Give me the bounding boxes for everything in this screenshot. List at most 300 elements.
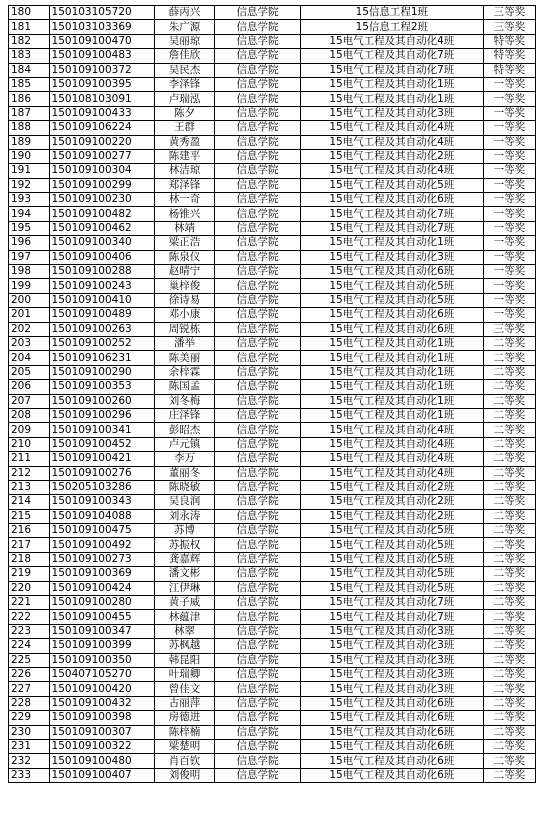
table-row (9, 164, 536, 178)
college-cell: 信息学院 (215, 480, 301, 494)
student-name-cell: 韩昆阳 (154, 653, 214, 667)
table-row (9, 624, 536, 638)
college-cell: 信息学院 (215, 336, 301, 350)
table-row (9, 754, 536, 768)
table-row (9, 322, 536, 336)
award-level-cell: 一等奖 (483, 221, 535, 235)
award-level-cell: 二等奖 (483, 639, 535, 653)
student-id-cell: 150109100276 (49, 466, 154, 480)
class-cell: 15电气工程及其自动化4班 (300, 135, 483, 149)
college-cell: 信息学院 (215, 538, 301, 552)
student-name-cell: 刘冬梅 (154, 394, 214, 408)
table-row (9, 567, 536, 581)
row-number-cell: 180 (9, 6, 50, 20)
student-name-cell: 杨锥兴 (154, 207, 214, 221)
table-row (9, 308, 536, 322)
award-level-cell: 一等奖 (483, 178, 535, 192)
student-name-cell: 房德进 (154, 711, 214, 725)
student-id-cell: 150109100455 (49, 610, 154, 624)
class-cell: 15电气工程及其自动化3班 (300, 624, 483, 638)
row-number-cell: 204 (9, 351, 50, 365)
college-cell: 信息学院 (215, 308, 301, 322)
student-name-cell: 叶瑞卿 (154, 667, 214, 681)
student-name-cell: 巢梓俊 (154, 279, 214, 293)
class-cell: 15电气工程及其自动化1班 (300, 77, 483, 91)
college-cell: 信息学院 (215, 596, 301, 610)
row-number-cell: 227 (9, 682, 50, 696)
student-name-cell: 李泽锋 (154, 77, 214, 91)
student-name-cell: 徐诗易 (154, 293, 214, 307)
table-row (9, 480, 536, 494)
award-list-table (8, 5, 536, 783)
row-number-cell: 225 (9, 653, 50, 667)
college-cell: 信息学院 (215, 365, 301, 379)
table-row (9, 408, 536, 422)
award-level-cell: 一等奖 (483, 293, 535, 307)
table-row (9, 20, 536, 34)
award-level-cell: 三等奖 (483, 20, 535, 34)
class-cell: 15电气工程及其自动化6班 (300, 768, 483, 782)
college-cell: 信息学院 (215, 754, 301, 768)
college-cell: 信息学院 (215, 322, 301, 336)
student-name-cell: 苏枫越 (154, 639, 214, 653)
student-name-cell: 赵晴宁 (154, 265, 214, 279)
college-cell: 信息学院 (215, 639, 301, 653)
college-cell: 信息学院 (215, 423, 301, 437)
student-name-cell: 陈梓楠 (154, 725, 214, 739)
row-number-cell: 231 (9, 739, 50, 753)
row-number-cell: 206 (9, 380, 50, 394)
student-id-cell: 150109100480 (49, 754, 154, 768)
student-name-cell: 卢元镇 (154, 437, 214, 451)
student-id-cell: 150109100243 (49, 279, 154, 293)
class-cell: 15电气工程及其自动化4班 (300, 466, 483, 480)
student-name-cell: 潘举 (154, 336, 214, 350)
college-cell: 信息学院 (215, 193, 301, 207)
table-row (9, 265, 536, 279)
college-cell: 信息学院 (215, 221, 301, 235)
student-name-cell: 吴民杰 (154, 63, 214, 77)
award-level-cell: 二等奖 (483, 653, 535, 667)
college-cell: 信息学院 (215, 696, 301, 710)
college-cell: 信息学院 (215, 49, 301, 63)
student-id-cell: 150109100452 (49, 437, 154, 451)
student-id-cell: 150109100369 (49, 567, 154, 581)
student-id-cell: 150109100277 (49, 149, 154, 163)
student-id-cell: 150109100432 (49, 696, 154, 710)
row-number-cell: 207 (9, 394, 50, 408)
award-list-body (9, 6, 536, 783)
college-cell: 信息学院 (215, 725, 301, 739)
college-cell: 信息学院 (215, 250, 301, 264)
award-level-cell: 二等奖 (483, 682, 535, 696)
student-name-cell: 陈泉仪 (154, 250, 214, 264)
row-number-cell: 202 (9, 322, 50, 336)
row-number-cell: 208 (9, 408, 50, 422)
row-number-cell: 195 (9, 221, 50, 235)
class-cell: 15电气工程及其自动化6班 (300, 725, 483, 739)
table-row (9, 6, 536, 20)
college-cell: 信息学院 (215, 768, 301, 782)
class-cell: 15电气工程及其自动化1班 (300, 394, 483, 408)
college-cell: 信息学院 (215, 34, 301, 48)
table-row (9, 351, 536, 365)
class-cell: 15电气工程及其自动化5班 (300, 581, 483, 595)
table-row (9, 221, 536, 235)
table-row (9, 581, 536, 595)
row-number-cell: 194 (9, 207, 50, 221)
student-id-cell: 150109100462 (49, 221, 154, 235)
award-level-cell: 二等奖 (483, 696, 535, 710)
college-cell: 信息学院 (215, 178, 301, 192)
award-level-cell: 二等奖 (483, 452, 535, 466)
class-cell: 15电气工程及其自动化3班 (300, 106, 483, 120)
award-level-cell: 一等奖 (483, 92, 535, 106)
class-cell: 15电气工程及其自动化5班 (300, 552, 483, 566)
student-id-cell: 150109100252 (49, 336, 154, 350)
award-level-cell: 一等奖 (483, 236, 535, 250)
table-row (9, 293, 536, 307)
class-cell: 15电气工程及其自动化7班 (300, 596, 483, 610)
row-number-cell: 197 (9, 250, 50, 264)
row-number-cell: 216 (9, 524, 50, 538)
student-name-cell: 林翠 (154, 624, 214, 638)
row-number-cell: 233 (9, 768, 50, 782)
table-row (9, 135, 536, 149)
student-name-cell: 苏博 (154, 524, 214, 538)
class-cell: 15电气工程及其自动化7班 (300, 63, 483, 77)
student-name-cell: 陈国孟 (154, 380, 214, 394)
class-cell: 15电气工程及其自动化4班 (300, 34, 483, 48)
student-id-cell: 150109100230 (49, 193, 154, 207)
award-level-cell: 特等奖 (483, 34, 535, 48)
class-cell: 15电气工程及其自动化6班 (300, 308, 483, 322)
student-name-cell: 邓小康 (154, 308, 214, 322)
class-cell: 15电气工程及其自动化4班 (300, 452, 483, 466)
class-cell: 15电气工程及其自动化3班 (300, 250, 483, 264)
class-cell: 15电气工程及其自动化4班 (300, 423, 483, 437)
award-level-cell: 二等奖 (483, 538, 535, 552)
row-number-cell: 205 (9, 365, 50, 379)
award-level-cell: 二等奖 (483, 509, 535, 523)
award-level-cell: 二等奖 (483, 380, 535, 394)
student-id-cell: 150109100433 (49, 106, 154, 120)
college-cell: 信息学院 (215, 509, 301, 523)
college-cell: 信息学院 (215, 164, 301, 178)
row-number-cell: 219 (9, 567, 50, 581)
college-cell: 信息学院 (215, 452, 301, 466)
student-id-cell: 150109100280 (49, 596, 154, 610)
college-cell: 信息学院 (215, 495, 301, 509)
class-cell: 15电气工程及其自动化1班 (300, 92, 483, 106)
row-number-cell: 200 (9, 293, 50, 307)
row-number-cell: 217 (9, 538, 50, 552)
student-name-cell: 潘文彬 (154, 567, 214, 581)
award-level-cell: 一等奖 (483, 193, 535, 207)
student-id-cell: 150103105720 (49, 6, 154, 20)
student-name-cell: 江伊琳 (154, 581, 214, 595)
student-id-cell: 150109100343 (49, 495, 154, 509)
student-name-cell: 彭昭杰 (154, 423, 214, 437)
table-row (9, 524, 536, 538)
row-number-cell: 228 (9, 696, 50, 710)
student-id-cell: 150109100273 (49, 552, 154, 566)
row-number-cell: 191 (9, 164, 50, 178)
student-name-cell: 董丽冬 (154, 466, 214, 480)
student-id-cell: 150109100398 (49, 711, 154, 725)
table-row (9, 466, 536, 480)
college-cell: 信息学院 (215, 524, 301, 538)
college-cell: 信息学院 (215, 711, 301, 725)
student-name-cell: 林洁琼 (154, 164, 214, 178)
student-name-cell: 詹佳欣 (154, 49, 214, 63)
table-row (9, 92, 536, 106)
row-number-cell: 213 (9, 480, 50, 494)
row-number-cell: 189 (9, 135, 50, 149)
table-row (9, 77, 536, 91)
student-name-cell: 梁正浩 (154, 236, 214, 250)
award-level-cell: 二等奖 (483, 394, 535, 408)
row-number-cell: 192 (9, 178, 50, 192)
award-level-cell: 二等奖 (483, 711, 535, 725)
student-id-cell: 150109100341 (49, 423, 154, 437)
award-level-cell: 二等奖 (483, 351, 535, 365)
college-cell: 信息学院 (215, 92, 301, 106)
table-row (9, 667, 536, 681)
table-row (9, 653, 536, 667)
table-row (9, 495, 536, 509)
class-cell: 15电气工程及其自动化5班 (300, 538, 483, 552)
award-level-cell: 一等奖 (483, 207, 535, 221)
student-id-cell: 150109100424 (49, 581, 154, 595)
student-id-cell: 150109100421 (49, 452, 154, 466)
student-name-cell: 周锐栋 (154, 322, 214, 336)
table-row (9, 509, 536, 523)
college-cell: 信息学院 (215, 437, 301, 451)
row-number-cell: 203 (9, 336, 50, 350)
table-row (9, 63, 536, 77)
class-cell: 15电气工程及其自动化2班 (300, 495, 483, 509)
row-number-cell: 222 (9, 610, 50, 624)
student-name-cell: 吴良润 (154, 495, 214, 509)
award-level-cell: 一等奖 (483, 106, 535, 120)
table-row (9, 365, 536, 379)
award-level-cell: 三等奖 (483, 6, 535, 20)
college-cell: 信息学院 (215, 293, 301, 307)
row-number-cell: 188 (9, 121, 50, 135)
class-cell: 15电气工程及其自动化6班 (300, 322, 483, 336)
award-level-cell: 二等奖 (483, 610, 535, 624)
award-level-cell: 一等奖 (483, 149, 535, 163)
award-level-cell: 二等奖 (483, 466, 535, 480)
award-level-cell: 二等奖 (483, 423, 535, 437)
class-cell: 15电气工程及其自动化6班 (300, 265, 483, 279)
table-row (9, 768, 536, 782)
student-name-cell: 苏振权 (154, 538, 214, 552)
award-level-cell: 三等奖 (483, 322, 535, 336)
table-row (9, 725, 536, 739)
student-id-cell: 150109100410 (49, 293, 154, 307)
award-level-cell: 二等奖 (483, 524, 535, 538)
college-cell: 信息学院 (215, 121, 301, 135)
table-row (9, 696, 536, 710)
student-id-cell: 150109106231 (49, 351, 154, 365)
award-level-cell: 二等奖 (483, 739, 535, 753)
college-cell: 信息学院 (215, 739, 301, 753)
college-cell: 信息学院 (215, 653, 301, 667)
student-id-cell: 150109100470 (49, 34, 154, 48)
table-row (9, 452, 536, 466)
class-cell: 15电气工程及其自动化6班 (300, 739, 483, 753)
row-number-cell: 212 (9, 466, 50, 480)
table-row (9, 336, 536, 350)
student-id-cell: 150109100483 (49, 49, 154, 63)
student-id-cell: 150109100353 (49, 380, 154, 394)
student-name-cell: 林蕴津 (154, 610, 214, 624)
table-row (9, 106, 536, 120)
college-cell: 信息学院 (215, 265, 301, 279)
award-level-cell: 二等奖 (483, 495, 535, 509)
class-cell: 15电气工程及其自动化1班 (300, 236, 483, 250)
student-id-cell: 150109100407 (49, 768, 154, 782)
college-cell: 信息学院 (215, 682, 301, 696)
student-name-cell: 朱广源 (154, 20, 214, 34)
row-number-cell: 201 (9, 308, 50, 322)
college-cell: 信息学院 (215, 581, 301, 595)
table-row (9, 193, 536, 207)
table-row (9, 34, 536, 48)
award-level-cell: 特等奖 (483, 49, 535, 63)
class-cell: 15电气工程及其自动化3班 (300, 639, 483, 653)
class-cell: 15电气工程及其自动化1班 (300, 351, 483, 365)
award-level-cell: 二等奖 (483, 581, 535, 595)
award-level-cell: 二等奖 (483, 408, 535, 422)
award-level-cell: 一等奖 (483, 308, 535, 322)
college-cell: 信息学院 (215, 207, 301, 221)
class-cell: 15电气工程及其自动化2班 (300, 480, 483, 494)
row-number-cell: 224 (9, 639, 50, 653)
student-id-cell: 150109100263 (49, 322, 154, 336)
student-id-cell: 150109100482 (49, 207, 154, 221)
college-cell: 信息学院 (215, 610, 301, 624)
table-row (9, 49, 536, 63)
row-number-cell: 223 (9, 624, 50, 638)
award-level-cell: 二等奖 (483, 624, 535, 638)
table-row (9, 682, 536, 696)
class-cell: 15电气工程及其自动化1班 (300, 336, 483, 350)
row-number-cell: 214 (9, 495, 50, 509)
college-cell: 信息学院 (215, 135, 301, 149)
row-number-cell: 229 (9, 711, 50, 725)
class-cell: 15电气工程及其自动化6班 (300, 193, 483, 207)
table-row (9, 207, 536, 221)
student-id-cell: 150109100492 (49, 538, 154, 552)
student-id-cell: 150109100307 (49, 725, 154, 739)
class-cell: 15电气工程及其自动化4班 (300, 437, 483, 451)
student-id-cell: 150109100322 (49, 739, 154, 753)
award-level-cell: 二等奖 (483, 667, 535, 681)
class-cell: 15电气工程及其自动化3班 (300, 667, 483, 681)
row-number-cell: 184 (9, 63, 50, 77)
student-name-cell: 肖百钦 (154, 754, 214, 768)
class-cell: 15电气工程及其自动化3班 (300, 682, 483, 696)
student-id-cell: 150109100475 (49, 524, 154, 538)
college-cell: 信息学院 (215, 667, 301, 681)
award-level-cell: 一等奖 (483, 135, 535, 149)
student-name-cell: 刘永涛 (154, 509, 214, 523)
award-level-cell: 特等奖 (483, 63, 535, 77)
row-number-cell: 196 (9, 236, 50, 250)
table-row (9, 596, 536, 610)
student-name-cell: 刘俊明 (154, 768, 214, 782)
college-cell: 信息学院 (215, 394, 301, 408)
class-cell: 15电气工程及其自动化6班 (300, 696, 483, 710)
college-cell: 信息学院 (215, 236, 301, 250)
class-cell: 15电气工程及其自动化6班 (300, 754, 483, 768)
table-row (9, 279, 536, 293)
college-cell: 信息学院 (215, 624, 301, 638)
class-cell: 15信息工程1班 (300, 6, 483, 20)
award-level-cell: 二等奖 (483, 725, 535, 739)
student-name-cell: 黄子威 (154, 596, 214, 610)
student-id-cell: 150407105270 (49, 667, 154, 681)
row-number-cell: 187 (9, 106, 50, 120)
student-name-cell: 薛丙兴 (154, 6, 214, 20)
student-id-cell: 150109100220 (49, 135, 154, 149)
student-name-cell: 郑泽锋 (154, 178, 214, 192)
student-id-cell: 150109100406 (49, 250, 154, 264)
student-id-cell: 150103103369 (49, 20, 154, 34)
table-row (9, 149, 536, 163)
college-cell: 信息学院 (215, 63, 301, 77)
row-number-cell: 193 (9, 193, 50, 207)
award-level-cell: 二等奖 (483, 596, 535, 610)
student-id-cell: 150109100299 (49, 178, 154, 192)
college-cell: 信息学院 (215, 6, 301, 20)
award-level-cell: 一等奖 (483, 164, 535, 178)
table-row (9, 236, 536, 250)
student-id-cell: 150108103091 (49, 92, 154, 106)
table-row (9, 178, 536, 192)
student-id-cell: 150109100347 (49, 624, 154, 638)
class-cell: 15电气工程及其自动化1班 (300, 380, 483, 394)
student-name-cell: 梁楚明 (154, 739, 214, 753)
student-name-cell: 曾佳文 (154, 682, 214, 696)
table-row (9, 250, 536, 264)
row-number-cell: 232 (9, 754, 50, 768)
student-id-cell: 150109100420 (49, 682, 154, 696)
row-number-cell: 182 (9, 34, 50, 48)
table-row (9, 552, 536, 566)
class-cell: 15电气工程及其自动化7班 (300, 49, 483, 63)
award-level-cell: 二等奖 (483, 365, 535, 379)
student-id-cell: 150109100372 (49, 63, 154, 77)
class-cell: 15信息工程2班 (300, 20, 483, 34)
class-cell: 15电气工程及其自动化5班 (300, 293, 483, 307)
student-name-cell: 古丽萍 (154, 696, 214, 710)
class-cell: 15电气工程及其自动化5班 (300, 567, 483, 581)
class-cell: 15电气工程及其自动化2班 (300, 509, 483, 523)
student-id-cell: 150109106224 (49, 121, 154, 135)
student-id-cell: 150109100340 (49, 236, 154, 250)
student-name-cell: 龚嘉辉 (154, 552, 214, 566)
student-id-cell: 150109104088 (49, 509, 154, 523)
college-cell: 信息学院 (215, 466, 301, 480)
student-name-cell: 林靖 (154, 221, 214, 235)
student-name-cell: 陈建平 (154, 149, 214, 163)
student-name-cell: 陈晓敏 (154, 480, 214, 494)
class-cell: 15电气工程及其自动化4班 (300, 121, 483, 135)
